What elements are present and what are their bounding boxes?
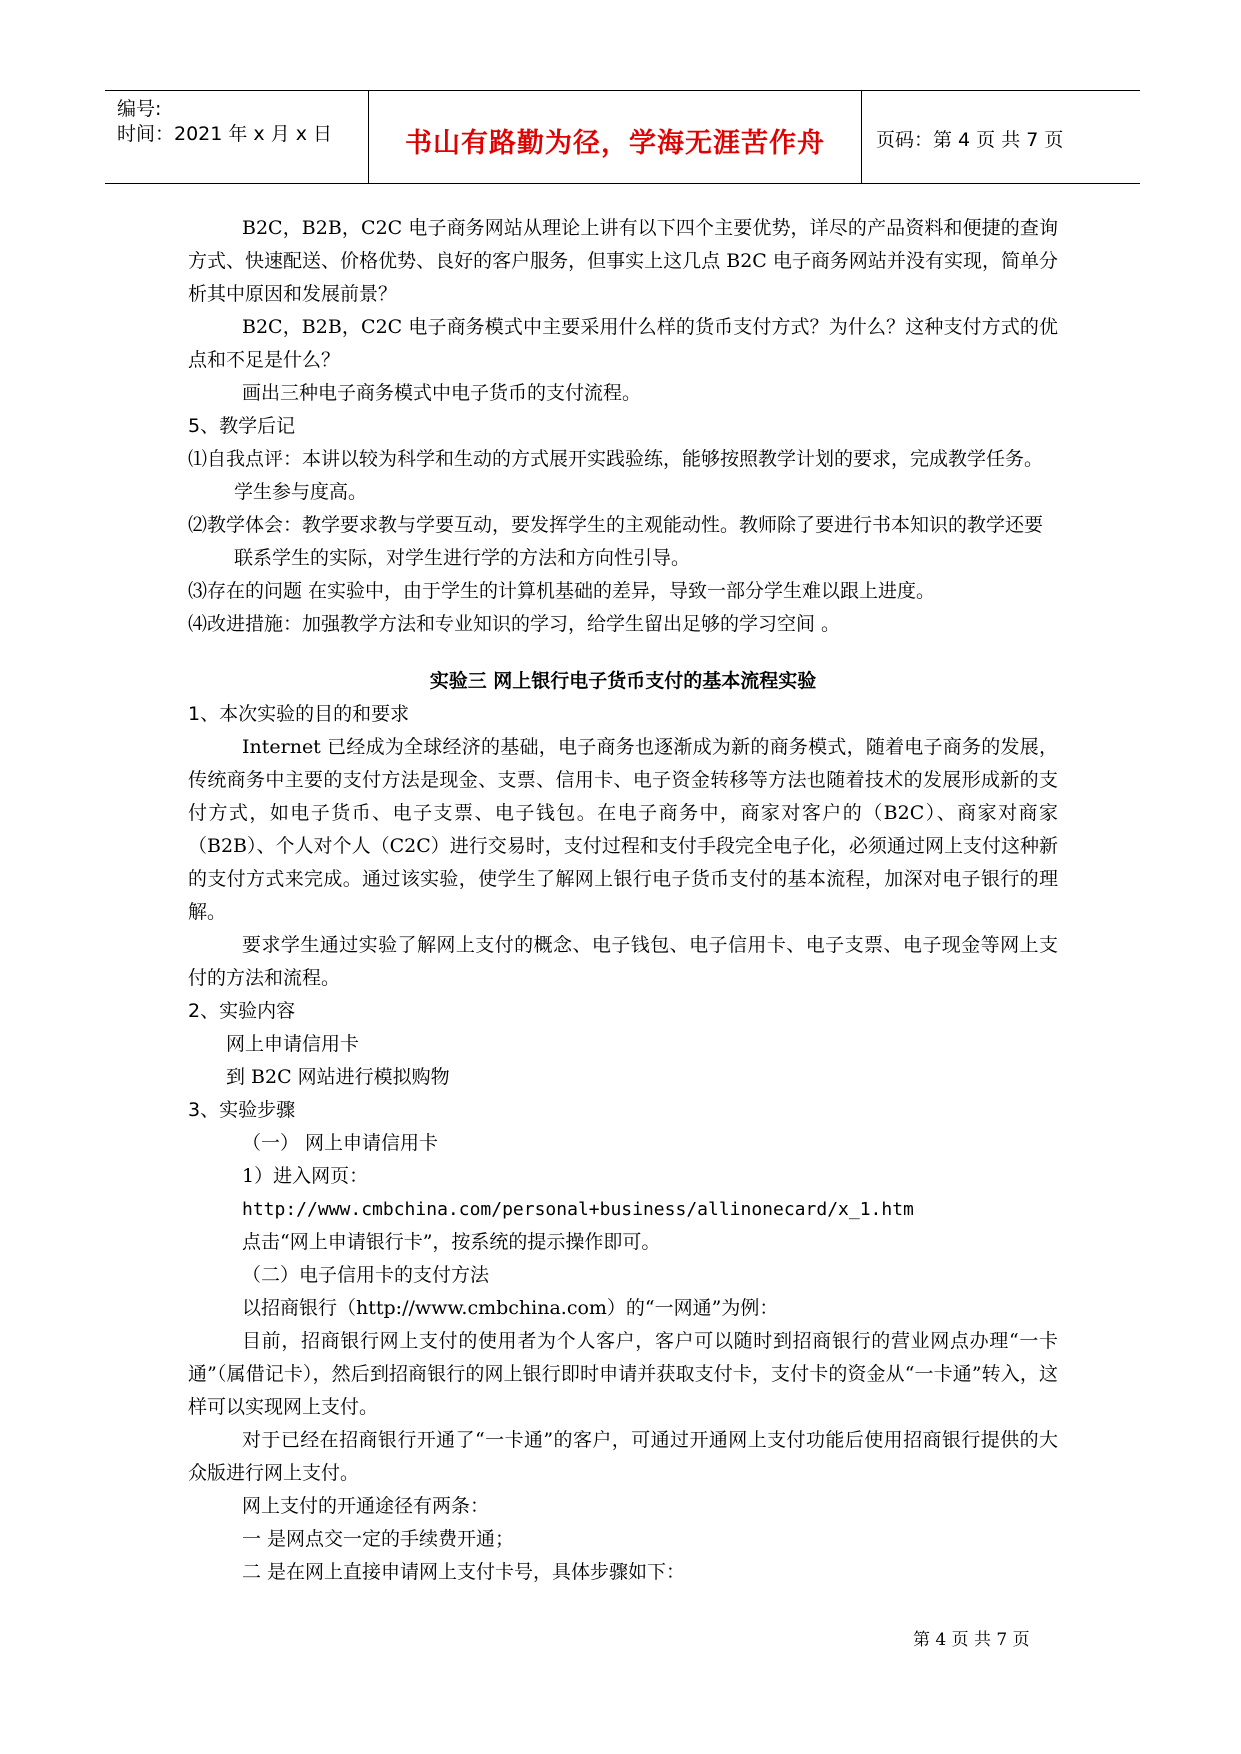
question-paragraph: B2C，B2B，C2C 电子商务模式中主要采用什么样的货币支付方式？为什么？这种支付方式的优点和不足是什么？ (188, 316, 1058, 371)
review-item: ⑶存在的问题 在实验中，由于学生的计算机基础的差异，导致一部分学生难以跟上进度。 (188, 580, 936, 602)
header-divider (368, 91, 369, 183)
experiment-title: 实验三 网上银行电子货币支付的基本流程实验 (429, 670, 817, 692)
content-item: 网上申请信用卡 (226, 1033, 360, 1055)
section-heading: 5、教学后记 (188, 415, 296, 437)
step-text: 点击“网上申请银行卡”，按系统的提示操作即可。 (242, 1231, 661, 1253)
step-text: 一 是网点交一定的手续费开通； (242, 1528, 515, 1550)
header-page-code: 页码：第 4 页 共 7 页 (876, 129, 1064, 151)
step-text: 1）进入网页： (242, 1165, 369, 1187)
review-item: ⑵教学体会：教学要求教与学要互动，要发挥学生的主观能动性。教师除了要进行书本知识的教学还要联系学生的实际，对学生进行学的方法和方向性引导。 (188, 514, 1044, 569)
header-motto: 书山有路勤为径，学海无涯苦作舟 (405, 128, 825, 159)
step-text: 以招商银行（http://www.cmbchina.com）的“一网通”为例： (242, 1297, 779, 1319)
body-paragraph: Internet 已经成为全球经济的基础，电子商务也逐渐成为新的商务模式，随着电子商务的发展，传统商务中主要的支付方法是现金、支票、信用卡、电子资金转移等方法也随着技术的发展形成新的支付方式，如电子货币、电子支票、电子钱包。在电子商务中，商家对客户的（B2C）、商家对商家（B2B）、个人对个人（C2C）进行交易时，支付过程和支付手段完全电子化，必须通过网上支付这种新的支付方式来完成。通过该实验，使学生了解网上银行电子货币支付的基本流程，加深对电子银行的理解。 (188, 736, 1058, 923)
question-paragraph: 画出三种电子商务模式中电子货币的支付流程。 (242, 382, 642, 404)
header-number-label: 编号: (117, 98, 162, 120)
url-text: http://www.cmbchina.com/personal+business/allinonecard/x_1.htm (242, 1199, 914, 1220)
section-heading: 1、本次实验的目的和要求 (188, 703, 410, 725)
review-item: ⑴自我点评：本讲以较为科学和生动的方式展开实践验练，能够按照教学计划的要求，完成教学任务。学生参与度高。 (188, 448, 1044, 503)
step-text: 二 是在网上直接申请网上支付卡号，具体步骤如下： (242, 1561, 686, 1583)
page-header (105, 90, 1140, 184)
page-footer: 第 4 页 共 7 页 (913, 1630, 1030, 1650)
section-heading: 2、实验内容 (188, 1000, 296, 1022)
body-paragraph: 目前，招商银行网上支付的使用者为个人客户，客户可以随时到招商银行的营业网点办理“一卡通”（属借记卡），然后到招商银行的网上银行即时申请并获取支付卡，支付卡的资金从“一卡通”转入，这样可以实现网上支付。 (188, 1330, 1058, 1418)
header-divider (861, 91, 862, 183)
content-item: 到 B2C 网站进行模拟购物 (226, 1066, 450, 1088)
review-item: ⑷改进措施：加强教学方法和专业知识的学习，给学生留出足够的学习空间 。 (188, 613, 841, 635)
body-paragraph: 对于已经在招商银行开通了“一卡通”的客户，可通过开通网上支付功能后使用招商银行提供的大众版进行网上支付。 (188, 1429, 1058, 1484)
section-heading: 3、实验步骤 (188, 1099, 296, 1121)
document-body (188, 212, 1058, 1589)
body-paragraph: 要求学生通过实验了解网上支付的概念、电子钱包、电子信用卡、电子支票、电子现金等网上支付的方法和流程。 (188, 934, 1058, 989)
step-text: 网上支付的开通途径有两条： (242, 1495, 490, 1517)
step-heading: （一） 网上申请信用卡 (242, 1132, 439, 1154)
header-time-label: 时间：2021 年 x 月 x 日 (117, 123, 333, 145)
step-heading: （二）电子信用卡的支付方法 (242, 1264, 490, 1286)
question-paragraph: B2C，B2B，C2C 电子商务网站从理论上讲有以下四个主要优势，详尽的产品资料和便捷的查询方式、快速配送、价格优势、良好的客户服务，但事实上这几点 B2C 电子商务网站并没有实现，简单分析其中原因和发展前景？ (188, 217, 1058, 305)
header-meta (117, 97, 332, 147)
